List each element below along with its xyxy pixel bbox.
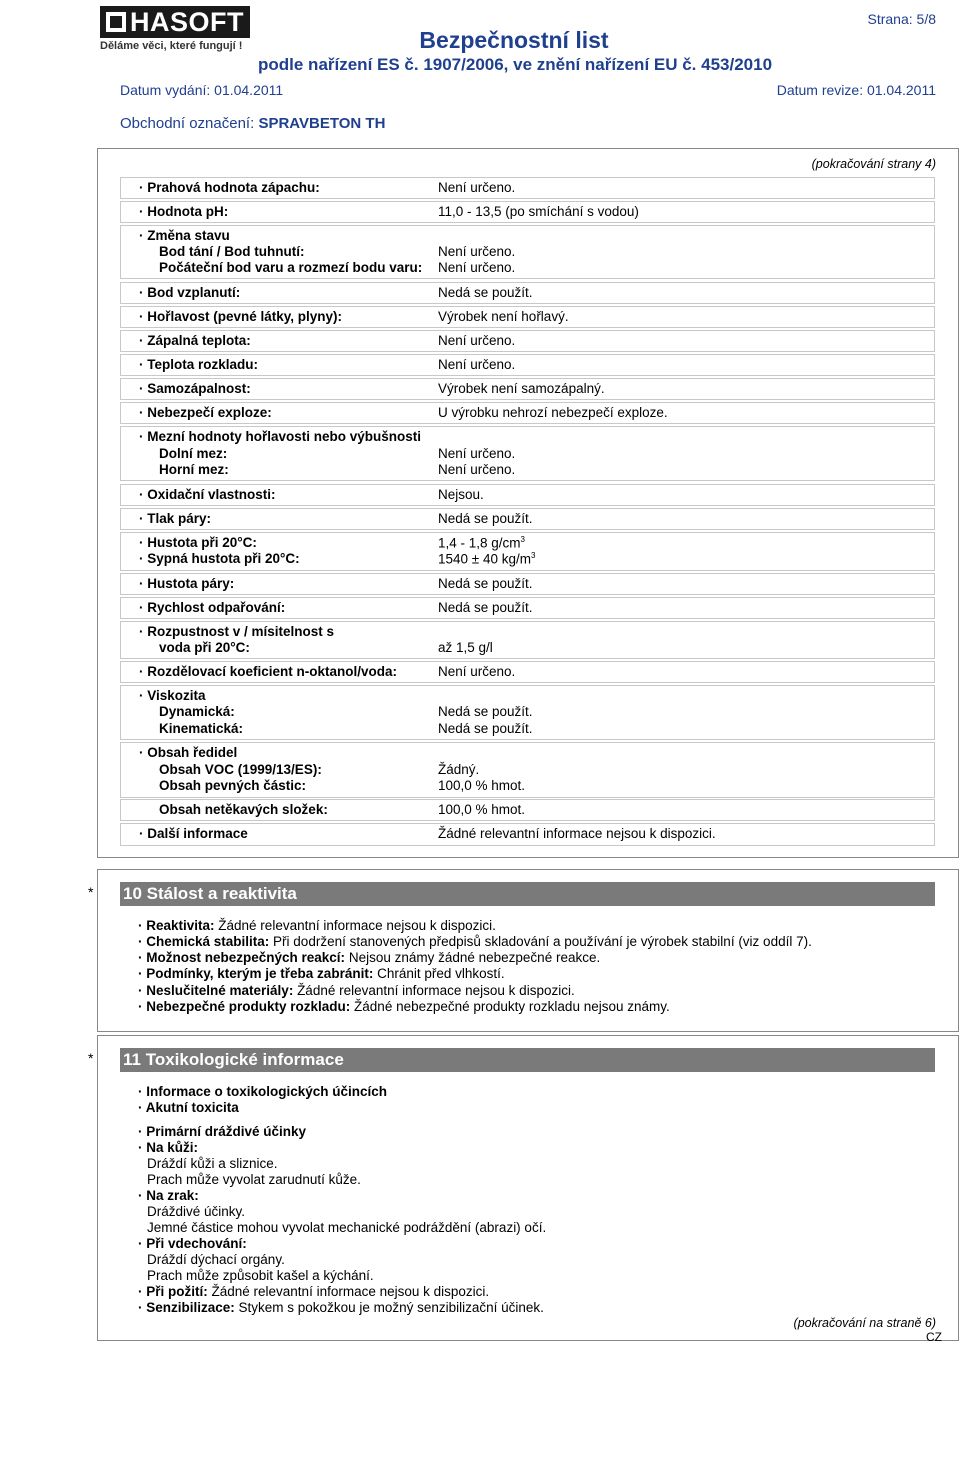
property-sublabel: Horní mez: [159, 462, 229, 477]
continued-from: (pokračování strany 4) [811, 157, 936, 171]
inhalation-text: Prach může způsobit kašel a kýchání. [147, 1268, 374, 1283]
section-10-line: · Reaktivita: Žádné relevantní informace nejsou k dispozici. [138, 918, 496, 933]
property-row [120, 330, 935, 352]
section-10-line: · Možnost nebezpečných reakcí: Nejsou známy žádné nebezpečné reakce. [138, 950, 601, 965]
property-value: U výrobku nehrozí nebezpečí exploze. [438, 405, 668, 420]
property-label: · Tlak páry: [139, 511, 212, 526]
property-row [120, 685, 935, 740]
property-row [120, 354, 935, 376]
property-row [120, 282, 935, 304]
revision-star: * [88, 884, 94, 900]
property-value: Není určeno. [438, 180, 516, 195]
property-label: · Prahová hodnota zápachu: [139, 180, 320, 195]
property-row [120, 823, 935, 846]
ingestion-line: · Při požití: Žádné relevantní informace nejsou k dispozici. [138, 1284, 490, 1299]
section-10-line: · Nebezpečné produkty rozkladu: Žádné nebezpečné produkty rozkladu nejsou známy. [138, 999, 670, 1014]
property-row [120, 201, 935, 223]
property-label: · Obsah ředidel [139, 745, 238, 760]
property-value: Výrobek není samozápalný. [438, 381, 605, 396]
property-row [120, 508, 935, 530]
property-row [120, 225, 935, 279]
sensitisation-line: · Senzibilizace: Stykem s pokožkou je možný senzibilizační účinek. [138, 1300, 544, 1315]
primary-irritation-heading: · Primární dráždivé účinky [138, 1124, 307, 1139]
eye-text: Jemné částice mohou vyvolat mechanické podráždění (abrazi) očí. [147, 1220, 547, 1235]
property-sublabel: Obsah pevných částic: [159, 778, 307, 793]
property-label: · Hořlavost (pevné látky, plyny): [139, 309, 343, 324]
inhalation-heading: · Při vdechování: [138, 1236, 247, 1251]
property-value: 1540 ± 40 $kg/m^3$ [438, 551, 536, 567]
property-row [120, 799, 935, 821]
document-title: Bezpečnostní list [419, 27, 609, 53]
inhalation-text: Dráždí dýchací orgány. [147, 1252, 285, 1267]
property-sublabel: Dolní mez: [159, 446, 228, 461]
property-value: Žádný. [438, 762, 480, 777]
toxicology-info-heading: · Informace o toxikologických účincích [138, 1084, 388, 1099]
section-10-line: · Neslučitelné materiály: Žádné relevantní informace nejsou k dispozici. [138, 983, 575, 998]
skin-text: Dráždí kůži a sliznice. [147, 1156, 278, 1171]
property-sublabel: voda při 20°C: [159, 640, 250, 655]
property-row [120, 484, 935, 506]
property-label: · Sypná hustota při 20°C: [139, 551, 300, 566]
document-subtitle: podle nařízení ES č. 1907/2006, ve znění nařízení EU č. 453/2010 [258, 55, 773, 74]
logo-word: HASOFT [130, 7, 244, 37]
property-value: Nedá se použít. [438, 704, 533, 719]
section-10-line: · Podmínky, kterým je třeba zabránit: Chránit před vlhkostí. [138, 966, 505, 981]
property-value: Není určeno. [438, 260, 516, 275]
page-number: Strana: 5/8 [867, 11, 936, 27]
continued-to: (pokračování na straně 6) [793, 1316, 936, 1330]
property-row [120, 177, 935, 199]
property-label: · Teplota rozkladu: [139, 357, 259, 372]
logo-slogan: Děláme věci, které fungují ! [100, 40, 243, 52]
property-row [120, 378, 935, 400]
property-row [120, 402, 935, 424]
property-row [120, 573, 935, 595]
revision-star: * [88, 1050, 94, 1066]
property-label: · Bod vzplanutí: [139, 285, 241, 300]
property-label: · Viskozita [139, 688, 206, 703]
eye-text: Dráždivé účinky. [147, 1204, 246, 1219]
property-row [120, 306, 935, 328]
trade-name [120, 115, 385, 132]
property-label: · Nebezpečí exploze: [139, 405, 272, 420]
property-value: 11,0 - 13,5 (po smíchání s vodou) [438, 204, 639, 219]
property-value: Není určeno. [438, 244, 516, 259]
trade-name-label: Obchodní označení: [120, 115, 255, 132]
property-value: Nedá se použít. [438, 285, 533, 300]
property-value: Nejsou. [438, 487, 484, 502]
property-value: Nedá se použít. [438, 721, 533, 736]
property-label: · Hustota páry: [139, 576, 235, 591]
property-label: · Rozdělovací koeficient n-oktanol/voda: [139, 664, 398, 679]
section-11-heading: 11 Toxikologické informace [120, 1048, 935, 1072]
property-label: · Oxidační vlastnosti: [139, 487, 276, 502]
property-label: · Rozpustnost v / mísitelnost s [139, 624, 335, 639]
language-code: CZ [926, 1330, 942, 1344]
property-value: 100,0 % hmot. [438, 778, 526, 793]
property-label: · Hustota při 20°C: [139, 535, 257, 550]
property-value: Není určeno. [438, 333, 516, 348]
property-value: 1,4 - 1,8 $g/cm^3$ [438, 535, 525, 551]
trade-name-value: SPRAVBETON TH [258, 115, 386, 132]
property-value: Není určeno. [438, 664, 516, 679]
property-value: Žádné relevantní informace nejsou k dispozici. [438, 826, 716, 841]
property-value: až 1,5 g/l [438, 640, 493, 655]
revision-date: Datum revize: 01.04.2011 [776, 82, 936, 98]
property-value: 100,0 % hmot. [438, 802, 526, 817]
acute-toxicity-heading: · Akutní toxicita [138, 1100, 239, 1115]
property-row [120, 426, 935, 481]
property-label: · Zápalná teplota: [139, 333, 251, 348]
property-row [120, 742, 935, 798]
property-value: Nedá se použít. [438, 600, 533, 615]
property-sublabel: Obsah VOC (1999/13/ES): [159, 762, 322, 777]
property-label: · Další informace [139, 826, 248, 841]
property-label: · Hodnota pH: [139, 204, 229, 219]
skin-text: Prach může vyvolat zarudnutí kůže. [147, 1172, 361, 1187]
property-row [120, 661, 935, 683]
eye-heading: · Na zrak: [138, 1188, 199, 1203]
property-label: Obsah netěkavých složek: [159, 802, 328, 817]
property-label: · Rychlost odpařování: [139, 600, 286, 615]
property-label: · Mezní hodnoty hořlavosti nebo výbušnosti [139, 429, 422, 444]
property-label: · Samozápalnost: [139, 381, 251, 396]
property-value: Není určeno. [438, 357, 516, 372]
property-value: Není určeno. [438, 446, 516, 461]
property-value: Nedá se použít. [438, 511, 533, 526]
issue-date: Datum vydání: 01.04.2011 [120, 82, 284, 98]
section-10-line: · Chemická stabilita: Při dodržení stanovených předpisů skladování a používání je výrobek stabilní (viz oddíl 7). [138, 934, 812, 949]
property-sublabel: Počáteční bod varu a rozmezí bodu varu: [159, 260, 423, 275]
property-sublabel: Dynamická: [159, 704, 235, 719]
section-10-heading: 10 Stálost a reaktivita [120, 882, 935, 906]
property-value: Nedá se použít. [438, 576, 533, 591]
property-sublabel: Bod tání / Bod tuhnutí: [159, 244, 305, 259]
property-sublabel: Kinematická: [159, 721, 244, 736]
skin-heading: · Na kůži: [138, 1140, 199, 1155]
property-row [120, 597, 935, 619]
property-value: Výrobek není hořlavý. [438, 309, 569, 324]
property-value: Není určeno. [438, 462, 516, 477]
property-row [120, 621, 935, 659]
property-row [120, 532, 935, 571]
property-label: · Změna stavu [139, 228, 230, 243]
